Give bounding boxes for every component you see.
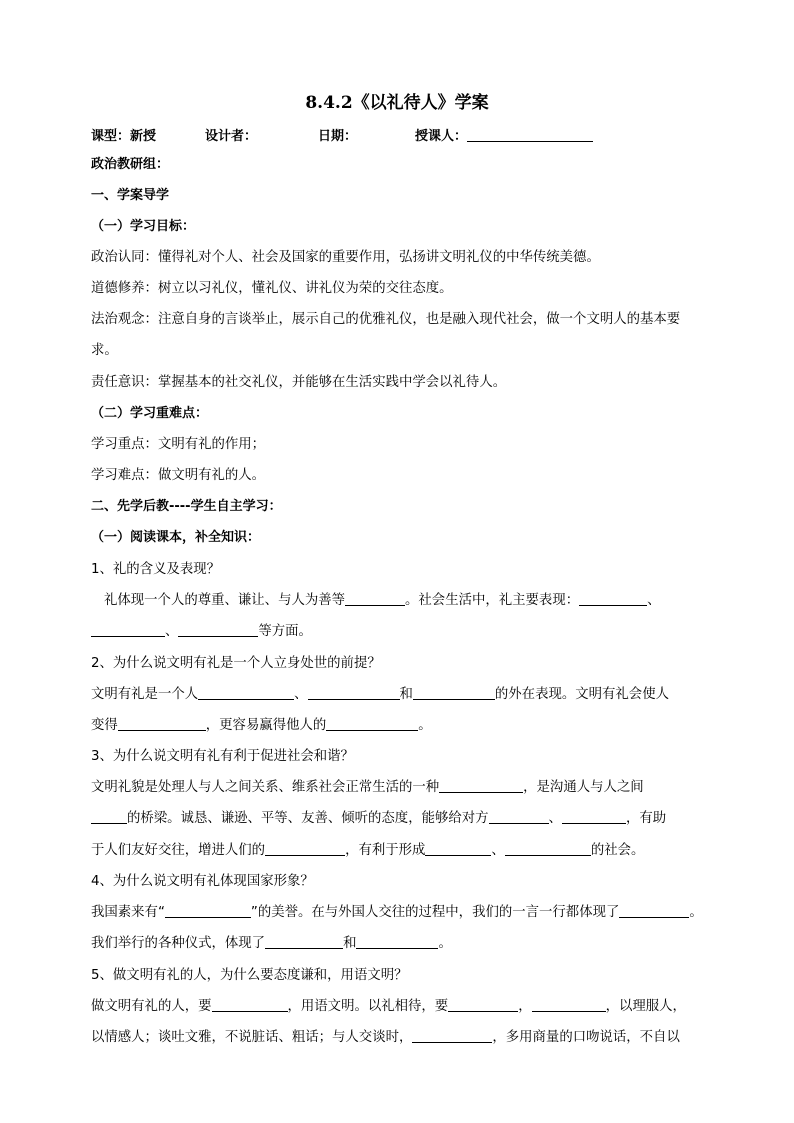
fill-blank[interactable] bbox=[265, 935, 343, 949]
fill-blank[interactable] bbox=[118, 717, 206, 731]
designer-label: 设计者： bbox=[205, 129, 258, 144]
fill-blank[interactable] bbox=[619, 904, 689, 918]
fill-blank[interactable] bbox=[91, 810, 127, 824]
question-2-title: 2、为什么说文明有礼是一个人立身处世的前提？ bbox=[91, 656, 381, 671]
question-4-line-1 bbox=[91, 904, 703, 922]
text-fragment: 以情感人；谈吐文雅，不说脏话、粗话；与人交谈时， bbox=[91, 1030, 413, 1045]
fill-blank[interactable] bbox=[265, 842, 345, 856]
section-heading-1-2: （二）学习重难点： bbox=[91, 406, 209, 421]
fill-blank[interactable] bbox=[165, 904, 251, 918]
text-fragment: 、 bbox=[548, 811, 562, 826]
text-fragment: ，以理服人， bbox=[605, 999, 686, 1014]
objective-law-cont: 求。 bbox=[91, 343, 118, 358]
fill-blank[interactable] bbox=[178, 623, 258, 637]
text-fragment: 我们举行的各种仪式，体现了 bbox=[91, 936, 266, 951]
fill-blank[interactable] bbox=[562, 810, 626, 824]
text-fragment: 礼体现一个人的尊重、谦让、与人为善等 bbox=[104, 593, 346, 608]
teacher-blank[interactable] bbox=[467, 128, 593, 142]
date-label: 日期： bbox=[318, 129, 358, 144]
objective-moral: 道德修养：树立以习礼仪，懂礼仪、讲礼仪为荣的交往态度。 bbox=[91, 281, 453, 296]
text-fragment: ，用语文明。以礼相待，要 bbox=[287, 999, 449, 1014]
fill-blank[interactable] bbox=[532, 998, 606, 1012]
text-fragment: 、 bbox=[491, 843, 505, 858]
text-fragment: 的社会。 bbox=[590, 843, 645, 858]
text-fragment: 于人们友好交往，增进人们的 bbox=[91, 843, 266, 858]
text-fragment: 我国素来有“ bbox=[91, 905, 165, 920]
question-4-title: 4、为什么说文明有礼体现国家形象？ bbox=[91, 874, 314, 889]
fill-blank[interactable] bbox=[308, 686, 400, 700]
text-fragment: 文明有礼是一个人 bbox=[91, 687, 199, 702]
section-heading-2-1: （一）阅读课本，补全知识： bbox=[91, 530, 261, 545]
fill-blank[interactable] bbox=[448, 998, 518, 1012]
fill-blank[interactable] bbox=[439, 779, 523, 793]
text-fragment: ”的美誉。在与外国人交往的过程中，我们的一言一行都体现了 bbox=[250, 905, 620, 920]
fill-blank[interactable] bbox=[425, 842, 491, 856]
objective-responsibility: 责任意识：掌握基本的社交礼仪，并能够在生活实践中学会以礼待人。 bbox=[91, 375, 507, 390]
section-heading-1-1: （一）学习目标： bbox=[91, 219, 196, 234]
question-2-line-1 bbox=[91, 686, 669, 704]
question-5-title: 5、做文明有礼的人，为什么要态度谦和，用语文明？ bbox=[91, 968, 408, 983]
question-5-line-1 bbox=[91, 998, 686, 1016]
text-fragment: 。 bbox=[438, 936, 452, 951]
question-3-title: 3、为什么说文明有礼有利于促进社会和谐？ bbox=[91, 749, 354, 764]
fill-blank[interactable] bbox=[326, 717, 418, 731]
text-fragment: ，有助 bbox=[625, 811, 667, 826]
question-2-line-2 bbox=[91, 717, 432, 735]
question-5-line-2 bbox=[91, 1029, 680, 1047]
fill-blank[interactable] bbox=[413, 686, 495, 700]
text-fragment: 等方面。 bbox=[258, 624, 312, 639]
key-point: 学习重点：文明有礼的作用； bbox=[91, 437, 266, 452]
text-fragment: 和 bbox=[343, 936, 357, 951]
text-fragment: ，有利于形成 bbox=[345, 843, 426, 858]
text-fragment: 文明礼貌是处理人与人之间关系、维系社会正常生活的一种 bbox=[91, 780, 440, 795]
text-fragment: ， bbox=[518, 999, 532, 1014]
objective-law: 法治观念：注意自身的言谈举止，展示自己的优雅礼仪，也是融入现代社会，做一个文明人的基本要 bbox=[91, 312, 681, 327]
question-3-line-3 bbox=[91, 842, 644, 860]
text-fragment: ，多用商量的口吻说话，不自以 bbox=[492, 1030, 680, 1045]
teacher-field bbox=[415, 125, 593, 144]
fill-blank[interactable] bbox=[579, 592, 647, 606]
fill-blank[interactable] bbox=[489, 810, 549, 824]
text-fragment: 的桥梁。诚恳、谦逊、平等、友善、倾听的态度，能够给对方 bbox=[127, 811, 489, 826]
course-type: 课型：新授 bbox=[91, 129, 157, 144]
fill-blank[interactable] bbox=[91, 623, 165, 637]
group-label: 政治教研组： bbox=[91, 157, 170, 172]
text-fragment: 变得 bbox=[91, 718, 118, 733]
fill-blank[interactable] bbox=[356, 935, 438, 949]
text-fragment: 、 bbox=[647, 593, 661, 608]
teacher-label: 授课人： bbox=[415, 129, 468, 144]
section-heading-1: 一、学案导学 bbox=[91, 188, 170, 203]
text-fragment: ，更容易赢得他人的 bbox=[205, 718, 327, 733]
page-title: 8.4.2《以礼待人》学案 bbox=[305, 93, 489, 113]
text-fragment: 。社会生活中，礼主要表现： bbox=[405, 593, 580, 608]
fill-blank[interactable] bbox=[412, 1029, 492, 1043]
fill-blank[interactable] bbox=[505, 842, 591, 856]
text-fragment: 。 bbox=[689, 905, 703, 920]
section-heading-2: 二、先学后教----学生自主学习： bbox=[91, 499, 282, 514]
text-fragment: 的外在表现。文明有礼会使人 bbox=[494, 687, 669, 702]
text-fragment: 、 bbox=[294, 687, 308, 702]
fill-blank[interactable] bbox=[212, 998, 288, 1012]
question-1-line-1 bbox=[104, 592, 661, 610]
text-fragment: 做文明有礼的人，要 bbox=[91, 999, 212, 1014]
objective-political: 政治认同：懂得礼对个人、社会及国家的重要作用，弘扬讲文明礼仪的中华传统美德。 bbox=[91, 250, 600, 265]
difficult-point: 学习难点：做文明有礼的人。 bbox=[91, 468, 266, 483]
text-fragment: 、 bbox=[165, 624, 179, 639]
question-3-line-2 bbox=[91, 810, 666, 828]
fill-blank[interactable] bbox=[345, 592, 405, 606]
text-fragment: 。 bbox=[418, 718, 432, 733]
text-fragment: ，是沟通人与人之间 bbox=[523, 780, 644, 795]
question-4-line-2 bbox=[91, 935, 452, 953]
fill-blank[interactable] bbox=[198, 686, 294, 700]
question-1-title: 1、礼的含义及表现？ bbox=[91, 562, 221, 577]
question-3-line-1 bbox=[91, 779, 644, 797]
text-fragment: 和 bbox=[399, 687, 413, 702]
question-1-line-2 bbox=[91, 623, 312, 641]
